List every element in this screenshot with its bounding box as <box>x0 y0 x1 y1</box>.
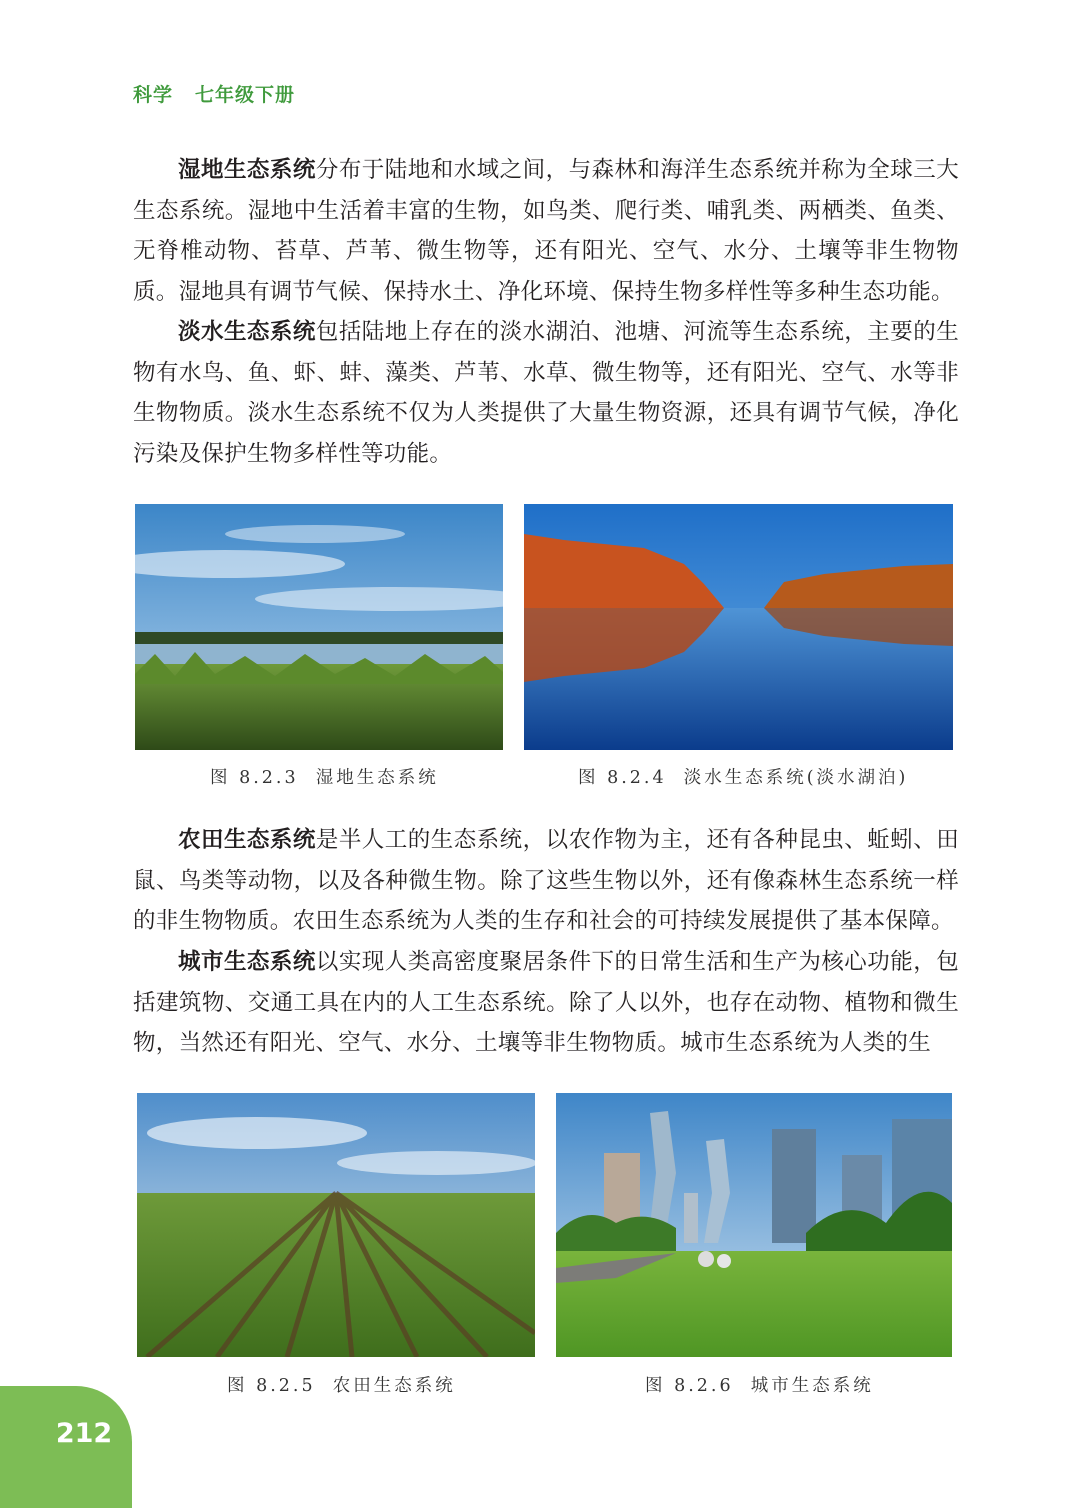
paragraph-urban: 城市生态系统以实现人类高密度聚居条件下的日常生活和生产为核心功能，包括建筑物、交通工具在内的人工生态系统。除了人以外，也存在动物、植物和微生物，当然还有阳光、空气、水分、土壤等非生物物质。城市生态系统为人类的生 <box>133 949 959 1056</box>
term-farmland: 农田生态系统 <box>178 827 316 853</box>
wetland-photo <box>135 504 503 750</box>
running-header <box>133 80 295 107</box>
subject-label: 科学 <box>133 84 174 106</box>
city-photo <box>556 1093 952 1357</box>
term-freshwater: 淡水生态系统 <box>178 319 316 345</box>
freshwater-lake-photo <box>524 504 953 750</box>
term-wetland: 湿地生态系统 <box>178 157 316 183</box>
caption-fig-8-2-3: 图 8.2.3 湿地生态系统 <box>210 768 439 788</box>
paragraph-freshwater: 淡水生态系统包括陆地上存在的淡水湖泊、池塘、河流等生态系统，主要的生物有水鸟、鱼、虾、蚌、藻类、芦苇、水草、微生物等，还有阳光、空气、水等非生物物质。淡水生态系统不仅为人类提供了大量生物资源，还具有调节气候，净化污染及保护生物多样性等功能。 <box>133 319 959 467</box>
caption-fig-8-2-6: 图 8.2.6 城市生态系统 <box>645 1376 874 1396</box>
caption-fig-8-2-5: 图 8.2.5 农田生态系统 <box>227 1376 456 1396</box>
page-number: 212 <box>55 1418 113 1449</box>
caption-fig-8-2-4: 图 8.2.4 淡水生态系统(淡水湖泊) <box>578 768 909 788</box>
grade-label: 七年级下册 <box>195 84 296 106</box>
term-urban: 城市生态系统 <box>178 949 316 975</box>
paragraph-wetland: 湿地生态系统分布于陆地和水域之间，与森林和海洋生态系统并称为全球三大生态系统。湿地中生活着丰富的生物，如鸟类、爬行类、哺乳类、两栖类、鱼类、无脊椎动物、苔草、芦苇、微生物等，还有阳光、空气、水分、土壤等非生物物质。湿地具有调节气候、保持水土、净化环境、保持生物多样性等多种生态功能。 <box>133 157 959 305</box>
farmland-photo <box>137 1093 535 1357</box>
paragraph-farmland: 农田生态系统是半人工的生态系统，以农作物为主，还有各种昆虫、蚯蚓、田鼠、鸟类等动物，以及各种微生物。除了这些生物以外，还有像森林生态系统一样的非生物物质。农田生态系统为人类的生存和社会的可持续发展提供了基本保障。 <box>133 827 959 934</box>
